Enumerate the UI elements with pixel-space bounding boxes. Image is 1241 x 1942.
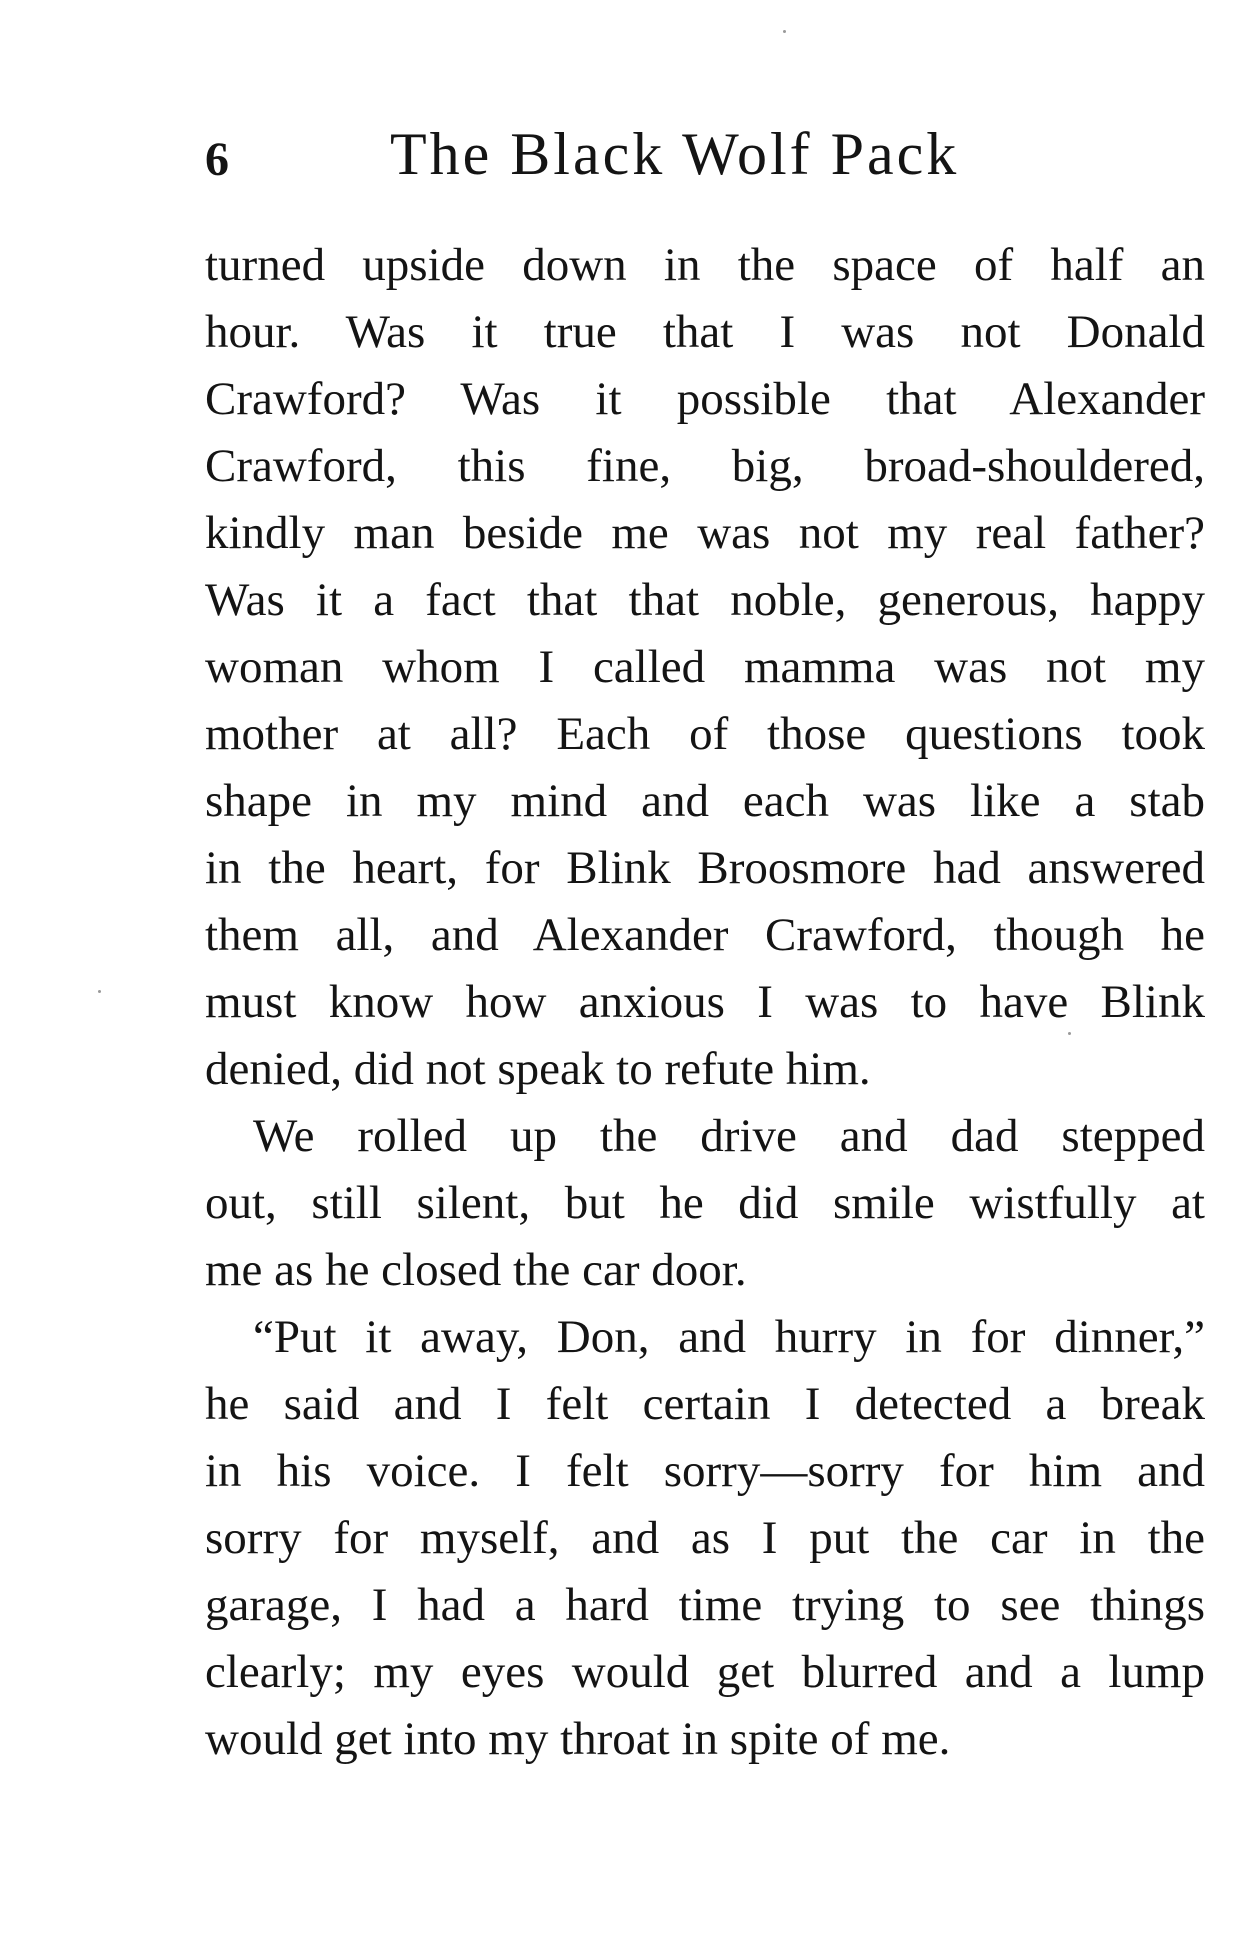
text-line: them all, and Alexander Crawford, though he [205,909,1205,961]
scan-speck [783,30,786,33]
paragraph-3 [205,1304,1205,1773]
text-line: mother at all? Each of those questions took [205,708,1205,760]
page-number: 6 [205,133,229,186]
text-line: in his voice. I felt sorry—sorry for him and [205,1445,1205,1497]
text-line: hour. Was it true that I was not Donald [205,306,1205,358]
text-line: Crawford? Was it possible that Alexander [205,373,1205,425]
text-line: he said and I felt certain I detected a break [205,1378,1205,1430]
running-title: The Black Wolf Pack [390,121,960,187]
paragraph-1 [205,232,1205,1103]
text-line: “Put it away, Don, and hurry in for dinner,” [253,1311,1205,1363]
text-line: me as he closed the car door. [205,1244,747,1296]
scan-speck [1068,1032,1071,1035]
text-line: kindly man beside me was not my real father? [205,507,1205,559]
text-line: must know how anxious I was to have Blink [205,976,1205,1028]
text-line: would get into my throat in spite of me. [205,1713,951,1765]
text-line: turned upside down in the space of half an [205,239,1205,291]
text-line: Crawford, this fine, big, broad-shouldered, [205,440,1205,492]
text-line: garage, I had a hard time trying to see things [205,1579,1205,1631]
text-line: woman whom I called mamma was not my [205,641,1205,693]
text-line: in the heart, for Blink Broosmore had answered [205,842,1205,894]
text-line: We rolled up the drive and dad stepped [253,1110,1205,1162]
paragraph-2 [205,1103,1205,1304]
scan-speck [98,990,101,993]
text-line: sorry for myself, and as I put the car in the [205,1512,1205,1564]
text-line: shape in my mind and each was like a stab [205,775,1205,827]
text-line: clearly; my eyes would get blurred and a lump [205,1646,1205,1698]
text-line: Was it a fact that that noble, generous, happy [205,574,1205,626]
body-text [205,232,1205,1773]
text-line: denied, did not speak to refute him. [205,1043,871,1095]
text-line: out, still silent, but he did smile wistfully at [205,1177,1205,1229]
